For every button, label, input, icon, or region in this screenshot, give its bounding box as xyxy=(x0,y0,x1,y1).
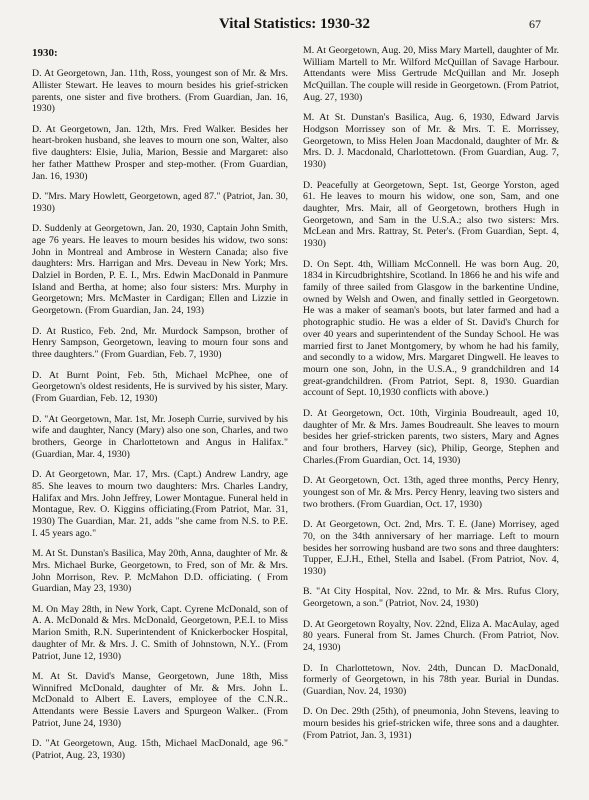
record-entry: D. At Georgetown, Mar. 17, Mrs. (Capt.) Andrew Landry, age 85. She leaves to mourn two daughters: Mrs. Charles Landry, Halifax and Mrs. John Jeffrey, Lower Montague. Funeral held in Montague, Rev. O. Kiggins officiating.(From Patriot, Mar. 31, 1930) The Guardian, Mar. 21, adds "she came from N.S. to P.E. I. 45 years ago." xyxy=(32,469,288,539)
record-entry: D. "At Georgetown, Aug. 15th, Michael MacDonald, age 96." (Patriot, Aug. 23, 1930) xyxy=(32,738,288,762)
record-entry: D. At Rustico, Feb. 2nd, Mr. Murdock Sampson, brother of Henry Sampson, Georgetown, leaving to mourn four sons and three daughters." (From Guardian, Feb. 7, 1930) xyxy=(32,325,288,361)
record-entry: D. At Georgetown, Jan. 12th, Mrs. Fred Walker. Besides her heart-broken husband, she leaves to mourn one son, Walter, also five daughters: Elsie, Julia, Marion, Bessie and Margaret: also her father Matthew Prosper and step-mother. (From Guardian, Jan. 16, 1930) xyxy=(32,123,288,182)
record-entry: D. At Georgetown, Oct. 10th, Virginia Boudreault, aged 10, daughter of Mr. & Mrs. James Boudreault. She leaves to mourn besides her grief-stricken parents, two sisters, Mary and Agnes and four brothers, Harvey (sic), Philip, George, Stephen and Charles.(From Guardian, Oct. 14, 1930) xyxy=(303,407,559,466)
right-column xyxy=(303,45,559,750)
record-entry: D. At Georgetown, Oct. 2nd, Mrs. T. E. (Jane) Morrisey, aged 70, on the 34th anniversary of her marriage. Left to mourn besides her sorrowing husband are two sons and three daughters: Tupper, E.J.H., Ethel, Stella and Isabel. (From Patriot, Nov. 4, 1930) xyxy=(303,519,559,577)
record-entry: D. Suddenly at Georgetown, Jan. 20, 1930, Captain John Smith, age 76 years. He leaves to mourn besides his widow, two sons: John in Montreal and Ambrose in Western Canada; also five daughters: Mrs. Harrigan and Mrs. Deveau in New York; Mrs. Dalziel in Borden, P. E. I., Mrs. Edwin MacDonald in Panmure Island and Bertha, at home; also four sisters: Mrs. Murphy in Georgetown; Mrs. McMaster in Cardigan; Ellen and Lizzie in Georgetown. (From Guardian, Jan. 24, 193) xyxy=(32,223,288,317)
record-entry: D. "Mrs. Mary Howlett, Georgetown, aged 87." (Patriot, Jan. 30, 1930) xyxy=(32,191,288,214)
page-number: 67 xyxy=(529,17,541,31)
record-entry: D. On Dec. 29th (25th), of pneumonia, John Stevens, leaving to mourn besides his grief-stricken wife, three sons and a daughter. (From Patriot, Jan. 3, 1931) xyxy=(303,706,559,741)
record-entry: M. At St. Dunstan's Basilica, Aug. 6, 1930, Edward Jarvis Hodgson Morrissey son of Mr. & Mrs. T. E. Morrissey, Georgetown, to Miss Helen Joan Macdonald, daughter of Mr. & Mrs. D. J. Macdonald, Charlottetown. (From Guardian, Aug. 7, 1930) xyxy=(303,112,559,171)
record-entry: B. "At City Hospital, Nov. 22nd, to Mr. & Mrs. Rufus Clory, Georgetown, a son." (Patriot, Nov. 24, 1930) xyxy=(303,586,559,610)
record-entry: D. At Georgetown, Jan. 11th, Ross, youngest son of Mr. & Mrs. Allister Stewart. He leaves to mourn besides his grief-stricken parents, one sister and five brothers. (From Guardian, Jan. 16, 1930) xyxy=(32,68,288,115)
year-heading: 1930: xyxy=(32,47,58,59)
record-entry: D. At Burnt Point, Feb. 5th, Michael McPhee, one of Georgetown's oldest residents, He is survived by his sister, Mary. (From Guardian, Feb. 12, 1930) xyxy=(32,369,288,404)
record-entry: D. On Sept. 4th, William McConnell. He was born Aug. 20, 1834 in Kircudbrightshire, Scotland. In 1866 he and his wife and family of three sailed from Glasgow in the barkentine Undine, owned by Welsh and Owen, and finally settled in Georgetown. He was a maker of seaman's boots, but later farmed and had a photographic studio. He was a elder of St. David's Church for over 40 years and superintendent of the Sunday School. He was married first to Janet Montgomery, by whom he had his family, and secondly to a widow, Mrs. Margaret Dingwell. He leaves to mourn one son, John, in the U.S.A., 9 grandchildren and 14 great-grandchildren. (From Patriot, Sept. 8, 1930. Guardian account of Sept. 10,1930 conflicts with above.) xyxy=(303,258,559,399)
left-column xyxy=(32,47,288,771)
record-entry: D. Peacefully at Georgetown, Sept. 1st, George Yorston, aged 61. He leaves to mourn his widow, one son, Sam, and one daughter, Mrs. Mair, all of Georgetown, brothers Hugh in Georgetown, and Sam in the U.S.A.; also two sisters: Mrs. McLean and Mrs. Rattray, St. Peter's. (From Guardian, Sept. 4, 1930) xyxy=(303,179,559,250)
record-entry: M. At St. Dunstan's Basilica, May 20th, Anna, daughter of Mr. & Mrs. Michael Burke, Georgetown, to Fred, son of Mr. & Mrs. John Morrison, Rev. P. McMahon D.D. officiating. ( From Guardian, May 23, 1930) xyxy=(32,548,288,595)
record-entry: M. At Georgetown, Aug. 20, Miss Mary Martell, daughter of Mr. William Martell to Mr. Wilford McQuillan of Savage Harbour. Attendants were Miss Gertrude McQuillan and Mr. Joseph McQuillan. The couple will reside in Georgetown. (From Patriot, Aug. 27, 1930) xyxy=(303,45,559,103)
record-entry: D. At Georgetown Royalty, Nov. 22nd, Eliza A. MacAulay, aged 80 years. Funeral from St. James Church. (From Patriot, Nov. 24, 1930) xyxy=(303,618,559,654)
record-entry: M. On May 28th, in New York, Capt. Cyrene McDonald, son of A. A. McDonald & Mrs. McDonald, Georgetown, P.E.I. to Miss Marion Smith, R.N. Superintendent of Knickerbocker Hospital, daughter of Mr. & Mrs. J. C. Smith of Johnstown, N.Y.. (From Patriot, June 12, 1930) xyxy=(32,603,288,662)
page-title: Vital Statistics: 1930-32 xyxy=(218,16,371,32)
record-entry: M. At St. David's Manse, Georgetown, June 18th, Miss Winnifred McDonald, daughter of Mr. & Mrs. John L. McDonald to Albert E. Lavers, employee of the C.N.R.. Attendants were Bessie Lavers and Spurgeon Walker.. (From Patriot, June 24, 1930) xyxy=(32,671,288,729)
record-entry: D. In Charlottetown, Nov. 24th, Duncan D. MacDonald, formerly of Georgetown, in his 78th year. Burial in Dundas. (Guardian, Nov. 24, 1930) xyxy=(303,662,559,697)
record-entry: D. At Georgetown, Oct. 13th, aged three months, Percy Henry, youngest son of Mr. & Mrs. Percy Henry, leaving two sisters and two brothers. (From Guardian, Oct. 17, 1930) xyxy=(303,475,559,510)
record-entry: D. "At Georgetown, Mar. 1st, Mr. Joseph Currie, survived by his wife and daughter, Nancy (Mary) also one son, Charles, and two brothers, George in Charlottetown and Angus in Halifax." (Guardian, Mar. 4, 1930) xyxy=(32,413,288,460)
